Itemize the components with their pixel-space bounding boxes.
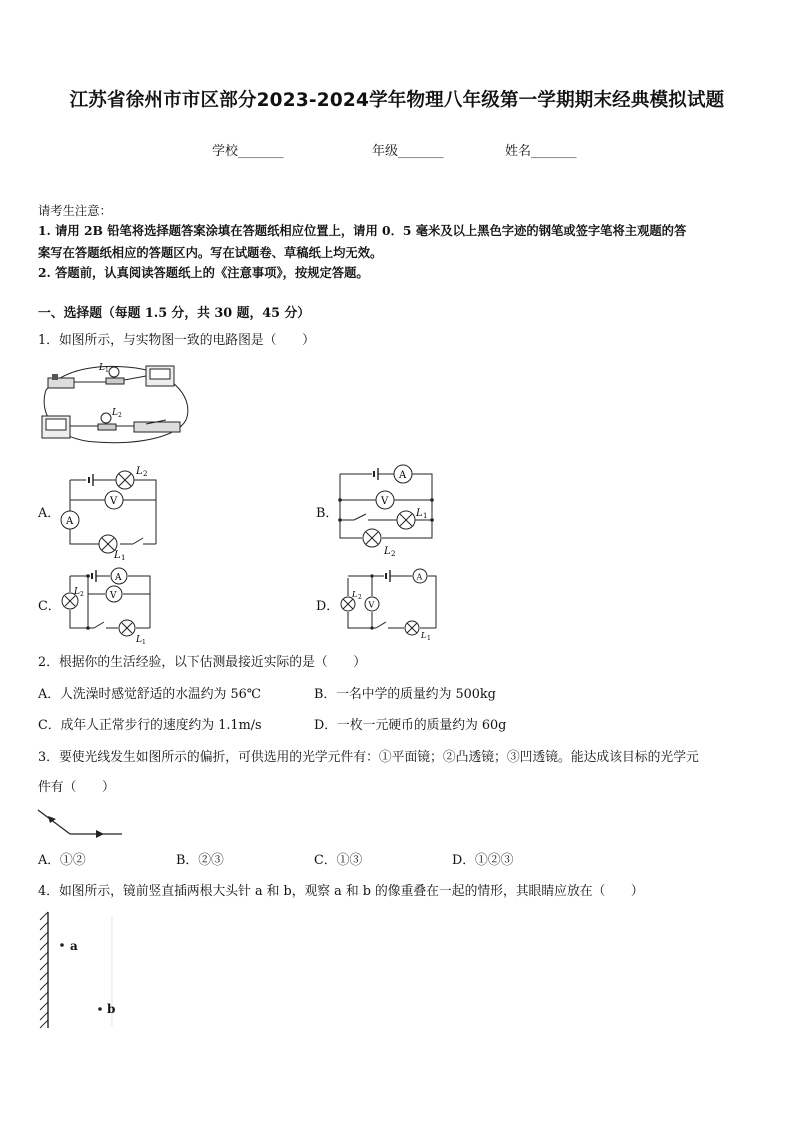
lamp-icon [397, 511, 415, 529]
battery-icon [48, 374, 74, 388]
q2-option-c[interactable]: C．成年人正常步行的速度约为 1.1m/s [38, 718, 262, 733]
svg-text:A: A [66, 516, 74, 527]
circuit-c [58, 562, 168, 648]
svg-text:2: 2 [80, 591, 84, 598]
arrow-icon [96, 830, 104, 838]
pin-a-label: a [70, 939, 78, 953]
svg-text:2: 2 [118, 412, 122, 419]
q2-option-a[interactable]: A．人洗澡时感觉舒适的水温约为 56℃ [38, 687, 262, 702]
svg-text:L: L [74, 587, 80, 597]
lamp-icon [405, 621, 419, 635]
voltmeter-symbol [365, 597, 379, 611]
q3-option-c[interactable]: C．①③ [314, 853, 363, 868]
pin-b-label: b [107, 1002, 116, 1016]
notice-line-1a: 1. 请用 2B 铅笔将选择题答案涂填在答题纸相应位置上，请用 0．5 毫米及以上黑色字迹的钢笔或签字笔将主观题的答 [38, 223, 687, 238]
notice-line-1b: 案写在答题纸相应的答题区内。写在试题卷、草稿纸上均无效。 [38, 245, 383, 260]
ammeter-symbol [394, 465, 412, 483]
svg-text:L: L [416, 508, 423, 519]
q1-stem: 1．如图所示，与实物图一致的电路图是（ ） [38, 333, 315, 348]
q3-option-d[interactable]: D．①②③ [452, 853, 514, 868]
notice-line-2: 2. 答题前，认真阅读答题纸上的《注意事项》，按规定答题。 [38, 265, 369, 280]
q3-stem-line1: 3．要使光线发生如图所示的偏折，可供选用的光学元件有：①平面镜；②凸透镜；③凹透镜。能达成该目标的光学元 [38, 750, 699, 765]
svg-text:A: A [416, 572, 423, 582]
q1-option-a[interactable]: A． [38, 506, 61, 521]
svg-text:A: A [115, 573, 122, 583]
q1-option-c[interactable]: C． [38, 599, 61, 614]
ammeter-symbol [413, 569, 427, 583]
svg-text:1: 1 [427, 635, 431, 642]
svg-text:1: 1 [105, 367, 109, 374]
voltmeter-symbol [105, 491, 123, 509]
svg-text:V: V [110, 496, 118, 507]
svg-text:V: V [368, 600, 375, 610]
lamp-icon [116, 471, 134, 489]
q3-option-b[interactable]: B．②③ [176, 853, 224, 868]
lamp-icon [341, 597, 355, 611]
svg-text:L: L [136, 466, 143, 477]
pin-b [98, 1007, 102, 1011]
svg-text:V: V [110, 591, 117, 601]
svg-text:1: 1 [142, 639, 146, 646]
notice-heading: 请考生注意： [38, 204, 112, 218]
q1-option-d[interactable]: D． [316, 599, 340, 614]
svg-text:L: L [99, 363, 105, 373]
school-field: 学校_______ [212, 144, 284, 159]
q1-physical-diagram [36, 360, 196, 450]
voltmeter-icon [146, 366, 174, 386]
svg-text:V: V [381, 496, 389, 507]
q4-stem: 4．如图所示，镜前竖直插两根大头针 a 和 b，观察 a 和 b 的像重叠在一起的情形，其眼睛应放在（ ） [38, 884, 644, 899]
svg-text:L: L [112, 408, 118, 418]
q2-option-d[interactable]: D．一枚一元硬币的质量约为 60g [314, 718, 507, 733]
svg-text:A: A [399, 470, 407, 481]
switch-icon [134, 420, 180, 432]
pin-a [60, 943, 64, 947]
grade-field: 年级_______ [372, 144, 444, 159]
svg-text:1: 1 [121, 554, 126, 562]
q2-option-b[interactable]: B．一名中学的质量约为 500kg [314, 687, 496, 702]
lamp-icon [363, 529, 381, 547]
svg-text:L: L [352, 590, 358, 599]
svg-text:L: L [421, 631, 427, 640]
svg-text:2: 2 [143, 470, 148, 478]
ammeter-symbol [61, 511, 79, 529]
voltmeter-symbol [106, 586, 122, 602]
q3-stem-line2: 件有（ ） [38, 780, 115, 795]
q3-option-a[interactable]: A．①② [38, 853, 86, 868]
section-heading: 一、选择题（每题 1.5 分，共 30 题，45 分） [38, 306, 311, 321]
q1-option-b[interactable]: B． [316, 506, 339, 521]
circuit-a [58, 462, 168, 562]
svg-text:L: L [384, 546, 391, 557]
lamp-icon [119, 620, 135, 636]
svg-text:1: 1 [423, 512, 428, 520]
svg-text:2: 2 [391, 550, 396, 558]
svg-text:L: L [114, 550, 121, 561]
ammeter-icon [42, 416, 70, 438]
svg-text:L: L [136, 635, 142, 645]
voltmeter-symbol [376, 491, 394, 509]
page-title: 江苏省徐州市市区部分2023-2024学年物理八年级第一学期期末经典模拟试题 [69, 90, 725, 111]
ammeter-symbol [111, 568, 127, 584]
circuit-b [332, 460, 442, 560]
svg-text:2: 2 [358, 594, 362, 601]
circuit-d [338, 564, 448, 644]
light-ray-diagram [36, 806, 126, 840]
name-field: 姓名_______ [505, 144, 577, 159]
q2-stem: 2．根据你的生活经验，以下估测最接近实际的是（ ） [38, 655, 367, 670]
